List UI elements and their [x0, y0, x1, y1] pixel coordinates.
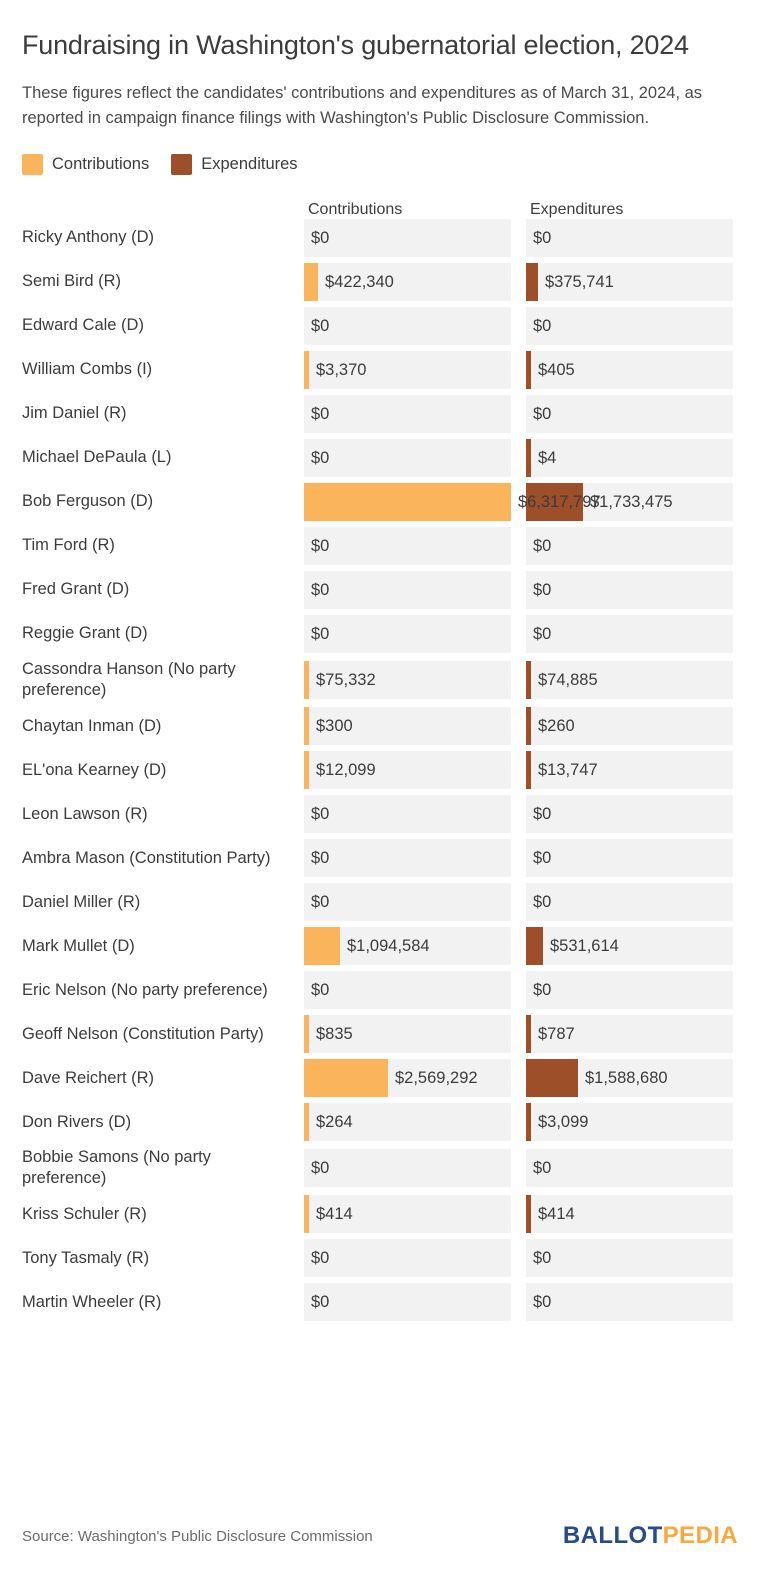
bar-value-label: $300	[316, 716, 353, 735]
bar-value-label: $0	[533, 848, 552, 867]
bar-value-label: $260	[538, 716, 575, 735]
bar-cell-contributions	[304, 439, 511, 477]
bar-cell-contributions	[304, 351, 511, 389]
bar-fill	[304, 263, 318, 301]
bar-value-label: $0	[533, 580, 552, 599]
bar-fill	[304, 483, 511, 521]
bar-cell-contributions	[304, 883, 511, 921]
bar-cell-expenditures	[526, 795, 733, 833]
bar-cell-contributions	[304, 1283, 511, 1321]
bar-cell-expenditures	[526, 527, 733, 565]
bar-cell-contributions	[304, 751, 511, 789]
bar-value-label: $0	[533, 228, 552, 247]
table-row	[22, 483, 738, 521]
bar-cell-contributions	[304, 1103, 511, 1141]
bar-cell-expenditures	[526, 1239, 733, 1277]
bar-value-label: $0	[311, 980, 330, 999]
bar-cell-contributions	[304, 1059, 511, 1097]
bar-cell-expenditures	[526, 307, 733, 345]
legend-item-expenditures	[171, 154, 297, 175]
bar-cell-contributions	[304, 1015, 511, 1053]
bar-value-label: $0	[311, 892, 330, 911]
bar-cell-expenditures	[526, 1195, 733, 1233]
candidate-name: Bob Ferguson (D)	[22, 492, 154, 511]
bar-value-label: $0	[311, 848, 330, 867]
bar-cell-contributions	[304, 219, 511, 257]
bar-cell-contributions	[304, 1149, 511, 1187]
table-row	[22, 439, 738, 477]
candidate-name: Semi Bird (R)	[22, 272, 122, 291]
candidate-name: Geoff Nelson (Constitution Party)	[22, 1024, 264, 1043]
candidate-name: Edward Cale (D)	[22, 316, 144, 335]
bar-value-label: $0	[533, 404, 552, 423]
candidate-name: Don Rivers (D)	[22, 1112, 132, 1131]
bar-value-label: $264	[316, 1112, 353, 1131]
candidate-name: Daniel Miller (R)	[22, 892, 141, 911]
bar-cell-contributions	[304, 307, 511, 345]
bar-value-label: $0	[533, 1158, 552, 1177]
table-row	[22, 1239, 738, 1277]
table-row	[22, 1283, 738, 1321]
bar-cell-contributions	[304, 615, 511, 653]
candidate-name: Ambra Mason (Constitution Party)	[22, 848, 271, 867]
candidate-name: Martin Wheeler (R)	[22, 1292, 162, 1311]
bar-value-label: $13,747	[538, 760, 598, 779]
table-row	[22, 971, 738, 1009]
candidate-name: Kriss Schuler (R)	[22, 1204, 147, 1223]
bar-value-label: $0	[311, 624, 330, 643]
bar-value-label: $414	[316, 1204, 353, 1223]
bar-value-label: $1,094,584	[347, 936, 430, 955]
candidate-name: Mark Mullet (D)	[22, 936, 135, 955]
bar-cell-contributions	[304, 483, 601, 521]
candidate-name: EL'ona Kearney (D)	[22, 760, 167, 779]
bar-cell-expenditures	[526, 839, 733, 877]
ballotpedia-logo	[563, 1522, 738, 1550]
column-headers	[22, 191, 738, 219]
bar-cell-expenditures	[526, 1015, 733, 1053]
bar-cell-contributions	[304, 661, 511, 699]
bar-cell-expenditures	[526, 883, 733, 921]
table-row	[22, 927, 738, 965]
table-row	[22, 219, 738, 257]
chart-rows	[22, 219, 738, 1321]
table-row	[22, 659, 738, 701]
bar-value-label: $4	[538, 448, 557, 467]
table-row	[22, 1147, 738, 1189]
bar-value-label: $0	[533, 1292, 552, 1311]
bar-cell-contributions	[304, 839, 511, 877]
page-title: Fundraising in Washington's gubernatorial election, 2024	[22, 30, 689, 60]
bar-cell-expenditures	[526, 351, 733, 389]
bar-value-label: $0	[311, 1292, 330, 1311]
chart-footer	[22, 1522, 738, 1550]
bar-cell-expenditures	[526, 661, 733, 699]
bar-value-label: $3,099	[538, 1112, 589, 1131]
bar-value-label: $405	[538, 360, 575, 379]
candidate-name: Cassondra Hanson (No party preference)	[22, 660, 236, 700]
bar-cell-contributions	[304, 971, 511, 1009]
bar-value-label: $531,614	[550, 936, 619, 955]
logo-text-ballot: BALLOT	[562, 1522, 663, 1549]
bar-value-label: $0	[533, 804, 552, 823]
candidate-name: Tim Ford (R)	[22, 536, 115, 555]
candidate-name: William Combs (I)	[22, 360, 153, 379]
bar-value-label: $12,099	[316, 760, 376, 779]
table-row	[22, 351, 738, 389]
table-row	[22, 1195, 738, 1233]
bar-cell-expenditures	[526, 1059, 733, 1097]
bar-value-label: $0	[533, 536, 552, 555]
bar-value-label: $0	[311, 804, 330, 823]
table-row	[22, 707, 738, 745]
candidate-name: Dave Reichert (R)	[22, 1068, 155, 1087]
bar-value-label: $375,741	[545, 272, 614, 291]
table-row	[22, 263, 738, 301]
bar-cell-expenditures	[526, 439, 733, 477]
candidate-name: Reggie Grant (D)	[22, 624, 148, 643]
bar-value-label: $414	[538, 1204, 575, 1223]
bar-value-label: $1,733,475	[590, 492, 673, 511]
chart-legend	[22, 154, 738, 175]
bar-value-label: $2,569,292	[395, 1068, 478, 1087]
bar-cell-contributions	[304, 927, 511, 965]
bar-value-label: $0	[311, 404, 330, 423]
bar-cell-contributions	[304, 1239, 511, 1277]
bar-cell-contributions	[304, 395, 511, 433]
bar-cell-contributions	[304, 795, 511, 833]
bar-value-label: $0	[533, 892, 552, 911]
candidate-name: Ricky Anthony (D)	[22, 228, 155, 247]
bar-value-label: $787	[538, 1024, 575, 1043]
table-row	[22, 839, 738, 877]
bar-value-label: $0	[311, 580, 330, 599]
table-row	[22, 751, 738, 789]
column-header-contributions: Contributions	[308, 201, 403, 219]
candidate-name: Leon Lawson (R)	[22, 804, 148, 823]
bar-cell-expenditures	[526, 1283, 733, 1321]
bar-value-label: $0	[533, 316, 552, 335]
bar-cell-expenditures	[526, 571, 733, 609]
bar-fill	[304, 927, 340, 965]
table-row	[22, 795, 738, 833]
bar-cell-contributions	[304, 1195, 511, 1233]
bar-fill	[526, 927, 543, 965]
bar-cell-expenditures	[526, 615, 733, 653]
table-row	[22, 883, 738, 921]
bar-cell-expenditures	[526, 927, 733, 965]
source-note: Source: Washington's Public Disclosure Commission	[22, 1527, 373, 1545]
table-row	[22, 307, 738, 345]
bar-value-label: $74,885	[538, 670, 598, 689]
table-row	[22, 1059, 738, 1097]
bar-cell-expenditures	[526, 751, 733, 789]
bar-cell-expenditures	[526, 263, 733, 301]
chart-subtitle: These figures reflect the candidates' contributions and expenditures as of March 31, 2024, as reported in campaign finance filings with Washington's Public Disclosure Commission.	[22, 83, 703, 128]
bar-value-label: $0	[533, 980, 552, 999]
bar-cell-contributions	[304, 527, 511, 565]
bar-cell-contributions	[304, 707, 511, 745]
bar-cell-expenditures	[526, 219, 733, 257]
legend-swatch-expenditures	[171, 154, 192, 175]
bar-value-label: $1,588,680	[585, 1068, 668, 1087]
table-row	[22, 571, 738, 609]
candidate-name: Chaytan Inman (D)	[22, 716, 162, 735]
bar-cell-expenditures	[526, 971, 733, 1009]
candidate-name: Fred Grant (D)	[22, 580, 130, 599]
bar-cell-expenditures	[526, 707, 733, 745]
bar-fill	[526, 1059, 578, 1097]
bar-fill	[526, 263, 538, 301]
bar-cell-expenditures	[526, 1103, 733, 1141]
bar-value-label: $0	[311, 536, 330, 555]
bar-value-label: $422,340	[325, 272, 394, 291]
bar-value-label: $0	[311, 1248, 330, 1267]
bar-fill	[304, 1059, 388, 1097]
table-row	[22, 395, 738, 433]
candidate-name: Michael DePaula (L)	[22, 448, 172, 467]
legend-label-expenditures: Expenditures	[201, 155, 298, 174]
bar-value-label: $0	[533, 624, 552, 643]
logo-text-pedia: PEDIA	[662, 1522, 738, 1549]
bar-chart	[22, 191, 738, 1321]
bar-value-label: $75,332	[316, 670, 376, 689]
legend-item-contributions	[22, 154, 149, 175]
legend-swatch-contributions	[22, 154, 43, 175]
bar-cell-contributions	[304, 263, 511, 301]
bar-value-label: $0	[311, 316, 330, 335]
table-row	[22, 527, 738, 565]
column-header-expenditures: Expenditures	[530, 201, 624, 219]
bar-value-label: $0	[311, 448, 330, 467]
table-row	[22, 1015, 738, 1053]
candidate-name: Jim Daniel (R)	[22, 404, 127, 423]
table-row	[22, 615, 738, 653]
candidate-name: Eric Nelson (No party preference)	[22, 980, 268, 999]
candidate-name: Tony Tasmaly (R)	[22, 1248, 150, 1267]
bar-cell-expenditures	[526, 395, 733, 433]
legend-label-contributions: Contributions	[52, 155, 150, 174]
candidate-name: Bobbie Samons (No party preference)	[22, 1148, 211, 1188]
bar-value-label: $0	[311, 228, 330, 247]
table-row	[22, 1103, 738, 1141]
bar-value-label: $3,370	[316, 360, 367, 379]
bar-cell-expenditures	[526, 1149, 733, 1187]
bar-value-label: $835	[316, 1024, 353, 1043]
bar-value-label: $6,317,797	[518, 492, 601, 511]
bar-value-label: $0	[311, 1158, 330, 1177]
bar-value-label: $0	[533, 1248, 552, 1267]
bar-cell-contributions	[304, 571, 511, 609]
